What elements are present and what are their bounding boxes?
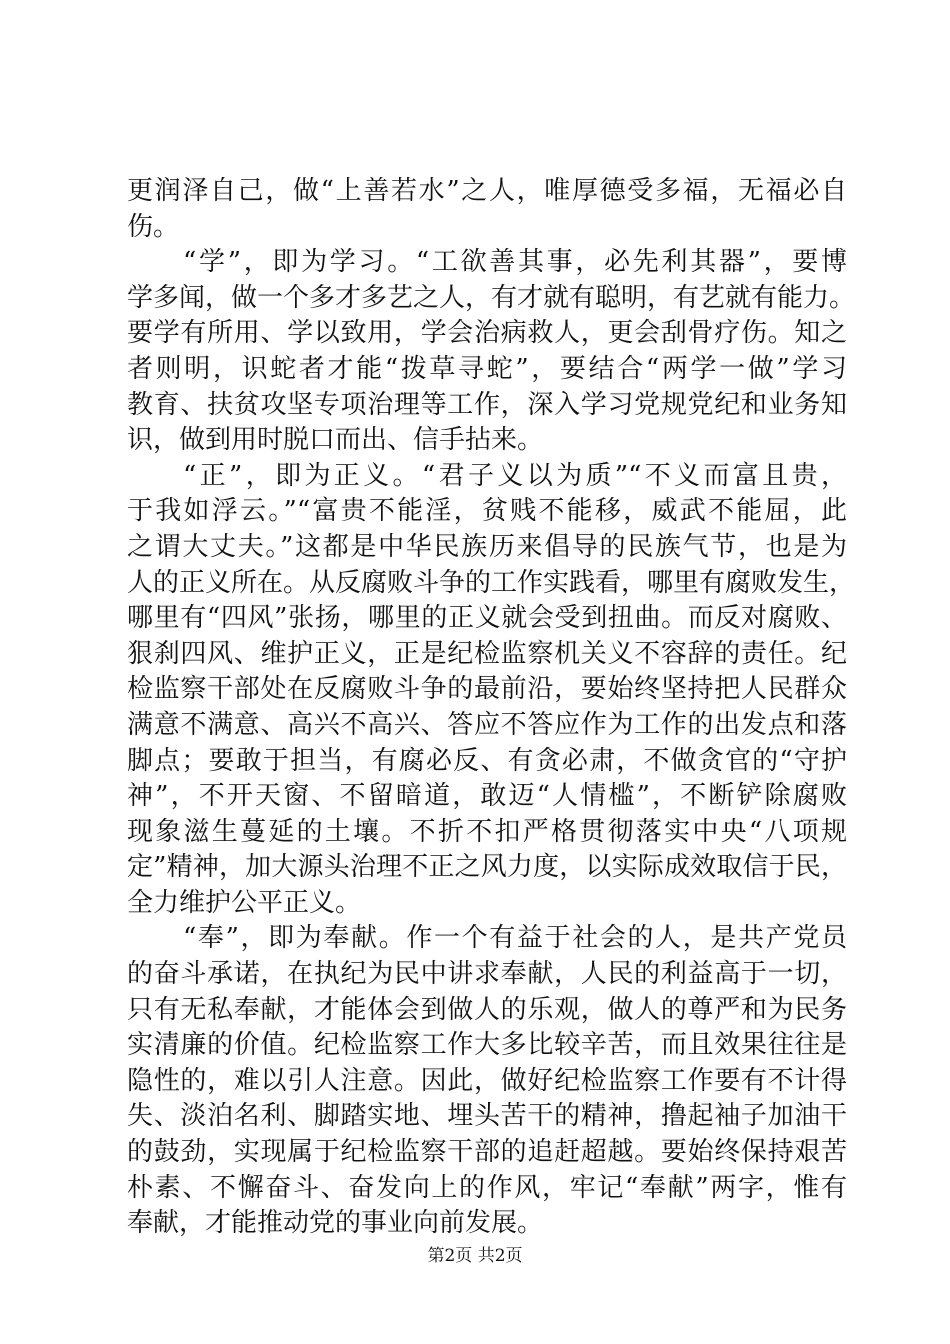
text-line: 识，做到用时脱口而出、信手拈来。 <box>127 425 544 456</box>
text-line: 脚点；要敢于担当，有腐必反、有贪必肃，不做贪官的“守护 <box>127 745 847 776</box>
text-line: 于我如浮云。”“富贵不能淫，贫贱不能移，威武不能屈，此 <box>127 496 847 527</box>
text-line: “正”，即为正义。“君子义以为质”“不义而富且贵， <box>183 460 847 491</box>
text-line: 的奋斗承诺，在执纪为民中讲求奉献，人民的利益高于一切， <box>127 959 847 990</box>
text-line: 要学有所用、学以致用，学会治病救人，更会刮骨疗伤。知之 <box>127 318 847 349</box>
text-line: 狠刹四风、维护正义，正是纪检监察机关义不容辞的责任。纪 <box>127 638 847 669</box>
text-line: “奉”，即为奉献。作一个有益于社会的人，是共产党员 <box>183 923 847 954</box>
text-line: 奉献，才能推动党的事业向前发展。 <box>127 1208 544 1239</box>
text-line: 朴素、不懈奋斗、奋发向上的作风，牢记“奉献”两字，惟有 <box>127 1172 847 1203</box>
page-footer: 第2页 共2页 <box>427 1246 523 1266</box>
text-line: 现象滋生蔓延的土壤。不折不扣严格贯彻落实中央“八项规 <box>127 816 847 847</box>
text-line: 学多闻，做一个多才多艺之人，有才就有聪明，有艺就有能力。 <box>127 282 856 313</box>
text-line: 只有无私奉献，才能体会到做人的乐观，做人的尊严和为民务 <box>127 994 847 1025</box>
text-line: 者则明，识蛇者才能“拨草寻蛇”，要结合“两学一做”学习 <box>127 353 847 384</box>
text-line: 隐性的，难以引人注意。因此，做好纪检监察工作要有不计得 <box>127 1065 847 1096</box>
text-line: 检监察干部处在反腐败斗争的最前沿，要始终坚持把人民群众 <box>127 674 847 705</box>
document-body <box>127 174 856 1242</box>
text-line: 更润泽自己，做“上善若水”之人，唯厚德受多福，无福必自 <box>127 176 847 206</box>
text-line: “学”，即为学习。“工欲善其事，必先利其器”，要博 <box>183 247 847 278</box>
text-line: 神”，不开天窗、不留暗道，敢迈“人情槛”，不断铲除腐败 <box>127 781 847 812</box>
text-line: 实清廉的价值。纪检监察工作大多比较辛苦，而且效果往往是 <box>127 1030 847 1061</box>
text-line: 定”精神，加大源头治理不正之风力度，以实际成效取信于民， <box>127 852 847 883</box>
text-line: 失、淡泊名利、脚踏实地、埋头苦干的精神，撸起袖子加油干 <box>127 1101 847 1132</box>
text-line: 的鼓劲，实现属于纪检监察干部的追赶超越。要始终保持艰苦 <box>127 1137 847 1168</box>
text-line: 伤。 <box>127 211 180 242</box>
text-line: 人的正义所在。从反腐败斗争的工作实践看，哪里有腐败发生， <box>127 567 856 598</box>
text-line: 哪里有“四风”张扬，哪里的正义就会受到扭曲。而反对腐败、 <box>127 603 847 634</box>
text-line: 全力维护公平正义。 <box>127 887 362 918</box>
text-line: 教育、扶贫攻坚专项治理等工作，深入学习党规党纪和业务知 <box>127 389 847 420</box>
text-line: 满意不满意、高兴不高兴、答应不答应作为工作的出发点和落 <box>127 709 847 740</box>
text-line: 之谓大丈夫。”这都是中华民族历来倡导的民族气节，也是为 <box>127 531 847 562</box>
